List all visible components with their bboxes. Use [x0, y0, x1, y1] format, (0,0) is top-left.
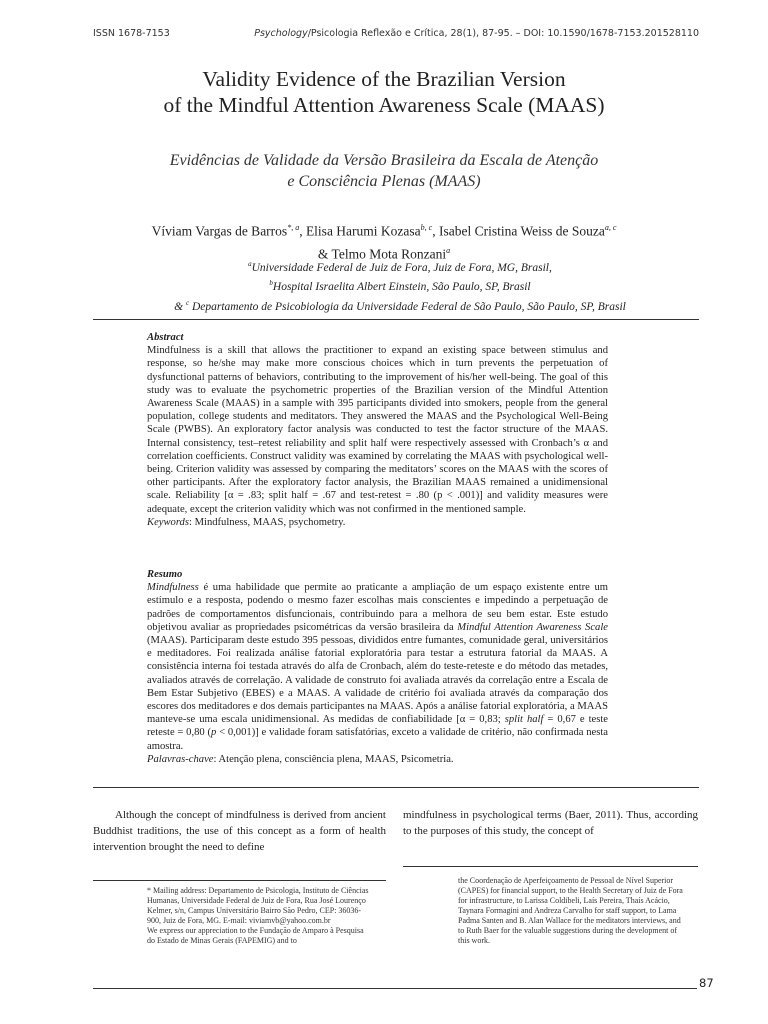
subtitle-line-1: Evidências de Validade da Versão Brasileira da Escala de Atenção — [169, 152, 599, 169]
abstract-keywords — [147, 516, 608, 529]
resumo-text-2: (MAAS). Participaram deste estudo 395 pessoas, divididos entre fumantes, comunidade geral, universitários e meditadores. Foi realizada análise fatorial exploratória para testar a estrutura fatorial da MAAS. A consistência interna foi testada através do alfa de Cronbach, além do teste-reteste e do método das metades, avaliados através de correlação. A validade de construto foi avaliada através da correlação entre a Escala de Bem Estar Subjetivo (EBES) e a MAAS. A validade de critério foi avaliada através da comparação dos escores dos meditadores e dos demais participantes na MAAS. Após a análise fatorial exploratória, a MAAS manteve-se uma escala unidimensional. As medidas de confiabilidade [α = 0,83; — [147, 635, 608, 726]
affiliation-text: Departamento de Psicobiologia da Universidade Federal de São Paulo, São Paulo, SP, Brasil — [189, 300, 626, 313]
author-3: , Isabel Cristina Weiss de Souza — [432, 223, 605, 239]
paper-subtitle — [80, 150, 688, 192]
footnote-left: * Mailing address: Departamento de Psicologia, Instituto de Ciências Humanas, Universidade Federal de Juiz de Fora, Rua José Lourenço Kelmer, s/n, Campus Universitário Bairro São Pedro, CEP: 36036-900, Juiz de Fora, MG. E-mail: viviamvb@yahoo.com.br We express our appreciation to the Fundação de Amparo à Pesquisa do Estado de Minas Gerais (FAPEMIG) and to — [147, 886, 369, 945]
author-4-affil: a — [446, 245, 451, 255]
author-2: , Elisa Harumi Kozasa — [299, 223, 421, 239]
affiliation-c — [60, 296, 740, 315]
author-4: & Telmo Mota Ronzani — [317, 246, 447, 261]
body-column-right: mindfulness in psychological terms (Baer, 2011). Thus, according to the purposes of this study, the concept of — [403, 809, 698, 837]
footnote-rule-left — [93, 880, 386, 881]
keywords-label: Keywords — [147, 516, 189, 528]
resumo-text-3: = 0,67 e teste reteste = 0,80 ( — [147, 714, 608, 739]
body-column-left: Although the concept of mindfulness is derived from ancient Buddhist traditions, the use of this concept as a form of health intervention brought the need to define — [93, 809, 386, 853]
affiliation-mark: c — [185, 298, 190, 307]
resumo-split-half: split half — [504, 714, 544, 726]
affiliation-text: Hospital Israelita Albert Einstein, São Paulo, SP, Brasil — [272, 281, 531, 294]
title-line-1: Validity Evidence of the Brazilian Version — [202, 67, 566, 91]
affiliation-mark: a — [248, 260, 252, 268]
affiliations — [60, 257, 740, 315]
abstract-divider — [93, 787, 699, 788]
author-1-affil: *, a — [287, 223, 300, 232]
page-number: 87 — [699, 976, 714, 990]
affiliation-mark: b — [269, 279, 273, 288]
header-divider — [93, 319, 699, 320]
journal-citation — [254, 28, 699, 39]
authors-line-1 — [70, 218, 698, 241]
resumo-body — [147, 581, 608, 753]
subtitle-line-2: e Consciência Plenas (MAAS) — [287, 173, 481, 190]
palavras-chave-list: : Atenção plena, consciência plena, MAAS, Psicometria. — [213, 753, 454, 765]
journal-details: /Psicologia Reflexão e Crítica, 28(1), 87-95. – DOI: 10.1590/1678-7153.201528110 — [307, 28, 699, 39]
author-1: Víviam Vargas de Barros — [151, 223, 288, 239]
affiliation-b — [60, 276, 740, 295]
journal-name: Psychology — [254, 28, 308, 39]
palavras-chave-label: Palavras-chave — [147, 753, 214, 765]
footnote-right: the Coordenação de Aperfeiçoamento de Pessoal de Nível Superior (CAPES) for financial support, to the Health Secretary of Juiz de Fora for infrastructure, to Larissa Coldibeli, Laís Pereira, Thaís Acácio, Taynara Formagini and Andreza Carvalho for staff support, to Lama Padma Santen and B. Alan Wallace for the meditators interviews, and to Ruth Baer for the valuable suggestions during the development of this work. — [458, 876, 683, 945]
affiliation-a — [60, 257, 740, 276]
paper-title — [60, 66, 708, 118]
issn: ISSN 1678-7153 — [93, 28, 170, 39]
resumo-lead: Mindfulness — [147, 582, 199, 594]
abstract-heading: Abstract — [147, 332, 184, 343]
author-3-affil: a, c — [604, 223, 617, 232]
resumo-keywords — [147, 753, 608, 766]
affiliation-text: Universidade Federal de Juiz de Fora, Juiz de Fora, MG, Brasil, — [251, 261, 552, 274]
title-line-2: of the Mindful Attention Awareness Scale (MAAS) — [163, 93, 605, 117]
abstract-block — [147, 331, 608, 529]
resumo-text-1: é uma habilidade que permite ao praticante a ampliação de um espaço existente entre um estímulo e a resposta, podendo o mesmo fazer escolhas mais conscientes e impedindo a perpetuação de padrões de comportamentos disfuncionais, contribuindo para a melhora de seu bem estar. Este estudo objetivou avaliar as propriedades psicométricas da versão brasileira da — [147, 582, 608, 633]
resumo-p: p — [211, 727, 217, 739]
footnote-rule-right — [403, 866, 698, 867]
keywords-list: : Mindfulness, MAAS, psychometry. — [188, 516, 346, 528]
footer-rule — [93, 988, 697, 989]
affiliation-prefix: & — [174, 300, 186, 313]
author-2-affil: b, c — [420, 223, 433, 232]
abstract-body: Mindfulness is a skill that allows the practitioner to expand an existing space between stimulus and response, so he/she may make more conscious choices which in turn prevents the perpetuation of dysfunctional patterns of behaviors, contributing to the improvement of his/her well-being. The goal of this study was to evaluate the psychometric properties of the Brazilian version of the Mindful Attention Awareness Scale (MAAS) in a sample with 395 participants divided into smokers, people from the general population, college students and meditators. They answered the MAAS and the Psychological Well-Being Scale (PWBS). An exploratory factor analysis was conducted to test the factor structure of the MAAS. Internal consistency, test–retest reliability and split half were respectively assessed with Cronbach’s α and correlation coefficients. Construct validity was examined by correlating the MAAS with psychological well-being. Criterion validity was assessed by comparing the meditators’ scores on the MAAS with the scores of other participants. After the exploratory factor analysis, the Brazilian MAAS remained a unidimensional scale. Reliability [α = .83; split half = .67 and test-retest = .80 (p < .001)] and validity measures were adequate, except the criterion validity which was not confirmed in the mentioned sample. — [147, 345, 608, 515]
resumo-heading: Resumo — [147, 569, 183, 580]
running-header — [93, 28, 699, 46]
resumo-block — [147, 568, 608, 766]
resumo-scale-name: Mindful Attention Awareness Scale — [457, 621, 608, 633]
resumo-text-4: < 0,001)] e validade foram satisfatórias, exceto a validade de critério, não confirmada nesta amostra. — [147, 727, 608, 752]
